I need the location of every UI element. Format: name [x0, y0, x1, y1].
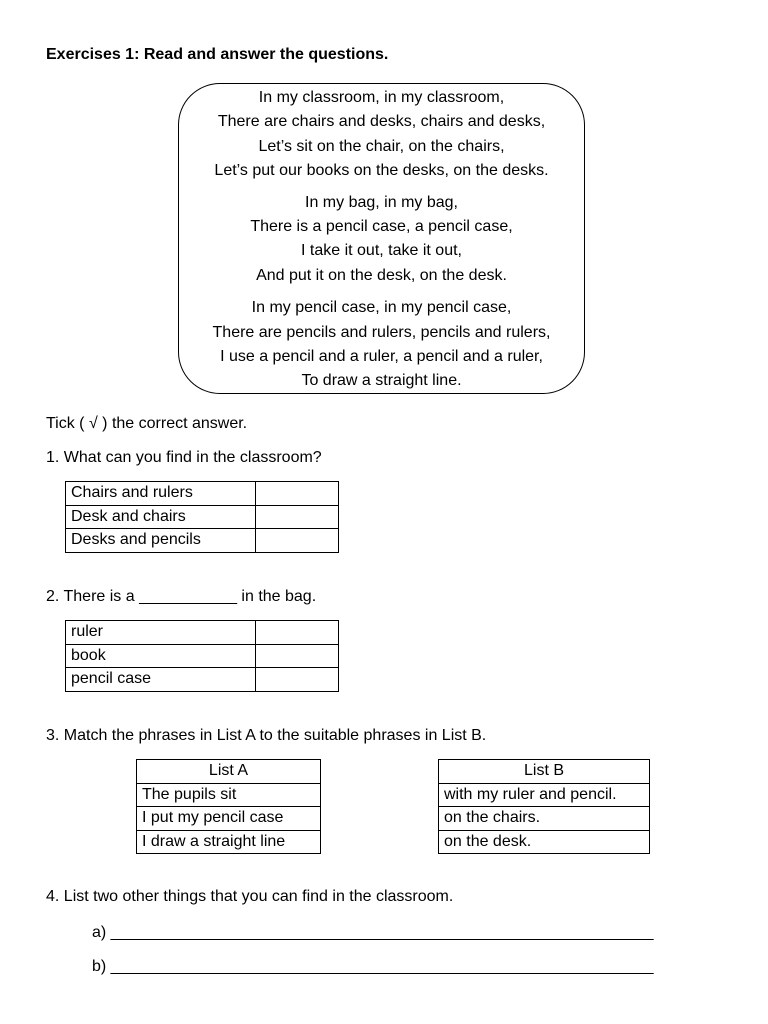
table-row — [137, 830, 321, 854]
list-a-table — [136, 759, 321, 854]
table-row — [66, 621, 339, 645]
poem-line: In my classroom, in my classroom, — [258, 89, 505, 106]
poem-stanza-3 — [179, 296, 584, 394]
table-row — [137, 807, 321, 831]
list-a-header: List A — [137, 760, 321, 784]
tick-box[interactable] — [256, 482, 339, 506]
answer-line-b[interactable]: b) _____________________________________________________________ — [92, 958, 654, 975]
poem-line: I use a pencil and a ruler, a pencil and a ruler, — [220, 348, 543, 366]
list-a-item: The pupils sit — [137, 783, 321, 807]
q1-option: Desks and pencils — [66, 529, 256, 553]
worksheet-title: Exercises 1: Read and answer the questions. — [46, 46, 389, 63]
list-b-header: List B — [439, 760, 650, 784]
q1-table — [65, 481, 339, 553]
poem-line: In my bag, in my bag, — [305, 193, 458, 211]
q2-option: ruler — [66, 621, 256, 645]
poem-line: I take it out, take it out, — [301, 242, 462, 260]
poem-line: There are pencils and rulers, pencils and rulers, — [212, 323, 551, 341]
table-row — [66, 529, 339, 553]
question-3: 3. Match the phrases in List A to the suitable phrases in List B. — [46, 727, 487, 744]
list-b-table — [438, 759, 650, 854]
list-b-item: on the desk. — [439, 830, 650, 854]
table-row — [439, 830, 650, 854]
table-row — [66, 482, 339, 506]
table-row — [137, 760, 321, 784]
q1-option: Desk and chairs — [66, 505, 256, 529]
table-row — [439, 807, 650, 831]
poem-line: Let’s sit on the chair, on the chairs, — [258, 137, 505, 155]
poem-line: There is a pencil case, a pencil case, — [250, 218, 513, 236]
tick-box[interactable] — [256, 644, 339, 668]
tick-box[interactable] — [256, 529, 339, 553]
table-row — [66, 668, 339, 692]
poem-stanza-2 — [179, 191, 584, 289]
table-row — [137, 783, 321, 807]
tick-box[interactable] — [256, 505, 339, 529]
poem-stanza-1 — [179, 86, 584, 184]
table-row — [439, 783, 650, 807]
list-b-item: with my ruler and pencil. — [439, 783, 650, 807]
tick-box[interactable] — [256, 621, 339, 645]
question-4: 4. List two other things that you can find in the classroom. — [46, 888, 454, 905]
poem-line: There are chairs and desks, chairs and desks, — [217, 113, 546, 131]
poem-box — [178, 83, 585, 394]
tick-box[interactable] — [256, 668, 339, 692]
answer-line-a[interactable]: a) _____________________________________________________________ — [92, 924, 654, 941]
poem-line: Let’s put our books on the desks, on the desks. — [214, 162, 549, 180]
list-a-item: I draw a straight line — [137, 830, 321, 854]
question-2: 2. There is a ___________ in the bag. — [46, 588, 317, 605]
poem-line: And put it on the desk, on the desk. — [256, 266, 507, 284]
table-row — [66, 505, 339, 529]
table-row — [439, 760, 650, 784]
poem-line: In my pencil case, in my pencil case, — [251, 299, 512, 317]
poem-line: To draw a straight line. — [301, 372, 462, 390]
tick-instruction: Tick ( √ ) the correct answer. — [46, 415, 248, 432]
list-b-item: on the chairs. — [439, 807, 650, 831]
table-row — [66, 644, 339, 668]
q2-option: book — [66, 644, 256, 668]
q2-table — [65, 620, 339, 692]
question-1: 1. What can you find in the classroom? — [46, 449, 322, 466]
list-a-item: I put my pencil case — [137, 807, 321, 831]
q1-option: Chairs and rulers — [66, 482, 256, 506]
q2-option: pencil case — [66, 668, 256, 692]
